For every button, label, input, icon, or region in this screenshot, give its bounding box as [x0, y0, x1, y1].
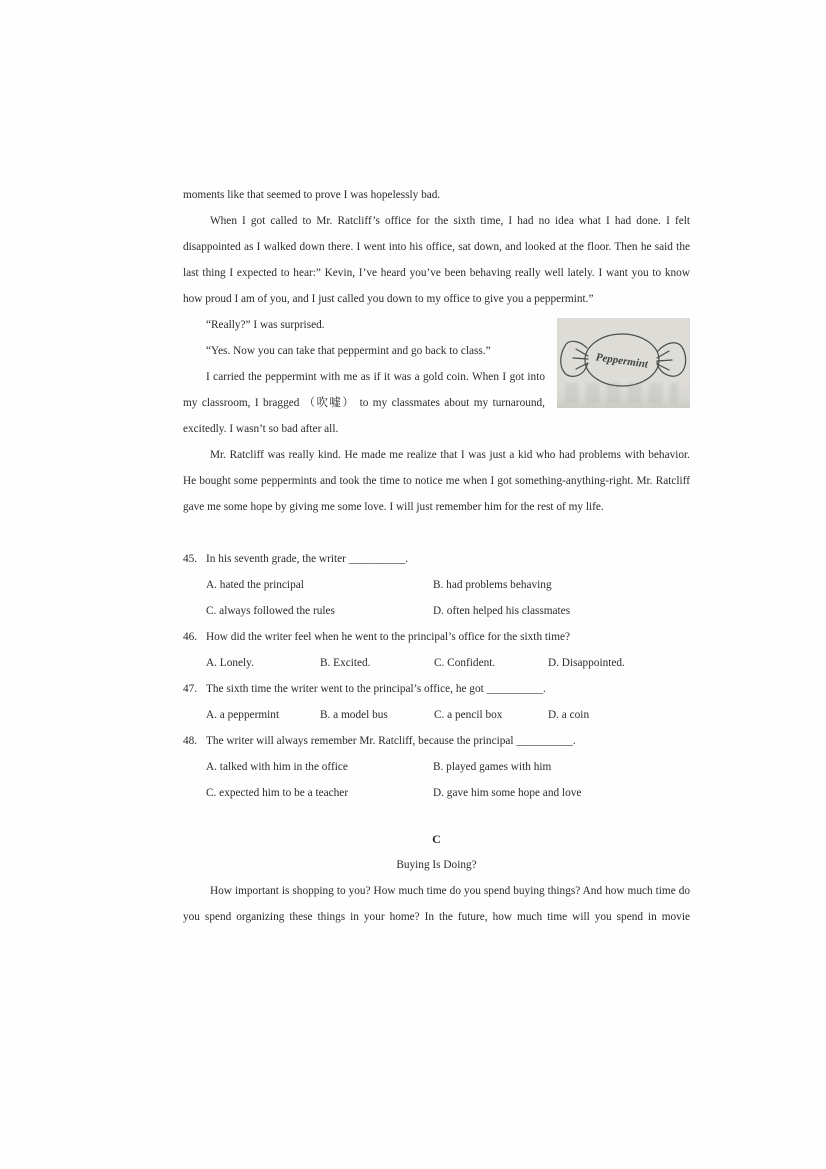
option-c: C. always followed the rules [206, 605, 335, 617]
question-number: 48. [183, 735, 198, 747]
option-d: D. often helped his classmates [433, 605, 571, 617]
option-a: A. hated the principal [206, 579, 304, 591]
question-text: How did the writer feel when he went to the principal’s office for the sixth time? [206, 631, 571, 643]
question-number: 47. [183, 683, 198, 695]
page-content [183, 182, 690, 930]
question-text: In his seventh grade, the writer __________. [206, 553, 409, 565]
answer-options [183, 702, 690, 728]
option-a: A. talked with him in the office [206, 761, 348, 773]
option-b: B. a model bus [320, 709, 388, 721]
answer-options [183, 572, 690, 624]
passage-paragraph: How important is shopping to you? How much time do you spend buying things? And how much time do you spend organizing these things in your home? In the future, how much time will you spend in movie [183, 885, 690, 923]
question-text: The sixth time the writer went to the principal’s office, he got __________. [206, 683, 546, 695]
passage-paragraph: moments like that seemed to prove I was hopelessly bad. [183, 189, 441, 201]
passage-paragraph: “Yes. Now you can take that peppermint and go back to class.” [206, 345, 491, 357]
option-b: B. played games with him [433, 761, 552, 773]
option-b: B. Excited. [320, 657, 371, 669]
option-d: D. gave him some hope and love [433, 787, 582, 799]
answer-options [183, 754, 690, 806]
multiple-choice-questions [183, 546, 690, 806]
option-b: B. had problems behaving [433, 579, 552, 591]
option-d: D. a coin [548, 709, 590, 721]
question-47 [183, 676, 690, 728]
question-number: 45. [183, 553, 198, 565]
question-45 [183, 546, 690, 624]
reading-passage-b [183, 182, 690, 520]
passage-paragraph: When I got called to Mr. Ratcliff’s office for the sixth time, I had no idea what I had done. I felt disappointed as I walked down there. I went into his office, sat down, and looked at the floor. Then he said the last thing I expected to hear:” Kevin, I’ve heard you’ve been behaving really well lately. I want you to know how proud I am of you, and I just called you down to my office to give you a peppermint.” [183, 215, 690, 305]
passage-paragraph: Mr. Ratcliff was really kind. He made me realize that I was just a kid who had problems with behavior. He bought some peppermints and took the time to notice me when I got something-anything-right. Mr. Ratcliff gave me some hope by giving me some love. I will just remember him for the rest of my life. [183, 449, 690, 513]
question-stem [183, 728, 690, 754]
option-a: A. a peppermint [206, 709, 280, 721]
peppermint-candy-illustration [557, 318, 690, 408]
passage-paragraph: I carried the peppermint with me as if it was a gold coin. When I got into my classroom, I bragged （吹嘘） to my classmates about my turnaround, excitedly. I wasn’t so bad after all. [183, 371, 545, 435]
question-text: The writer will always remember Mr. Ratcliff, because the principal __________. [206, 735, 576, 747]
question-46 [183, 624, 690, 676]
section-label: C [432, 832, 441, 846]
section-title: Buying Is Doing? [396, 859, 477, 871]
option-c: C. a pencil box [434, 709, 503, 721]
question-number: 46. [183, 631, 198, 643]
option-d: D. Disappointed. [548, 657, 625, 669]
answer-options [183, 650, 690, 676]
option-a: A. Lonely. [206, 657, 254, 669]
candy-label: Peppermint [595, 351, 649, 371]
passage-paragraph-text: “Really?” I was surprised. [206, 319, 325, 331]
peppermint-candy-icon [557, 318, 690, 408]
question-stem [183, 676, 690, 702]
section-c [183, 826, 690, 930]
option-c: C. expected him to be a teacher [206, 787, 349, 799]
question-stem [183, 624, 690, 650]
question-48 [183, 728, 690, 806]
option-c: C. Confident. [434, 657, 496, 669]
question-stem [183, 546, 690, 572]
